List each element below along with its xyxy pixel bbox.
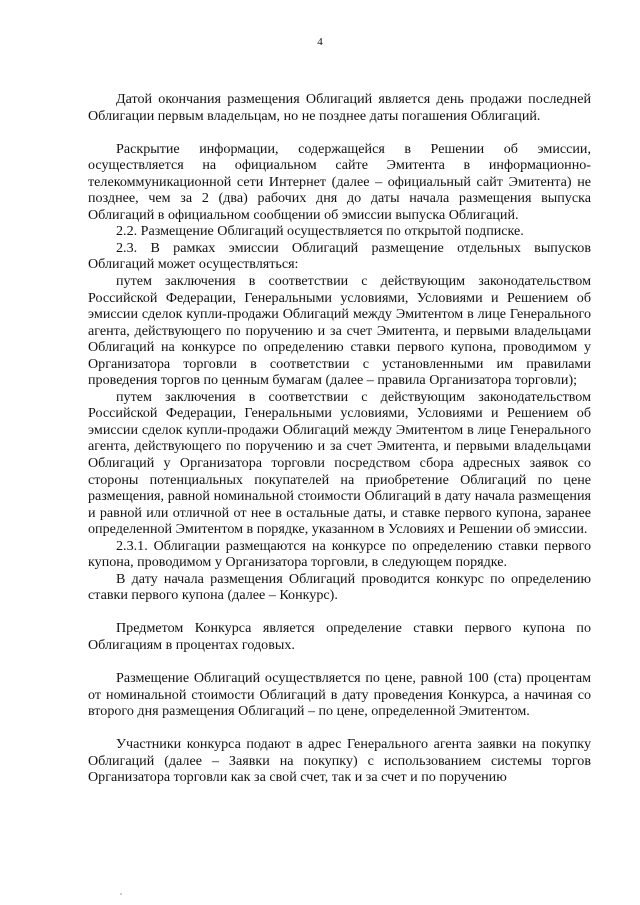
paragraph-method-auction: путем заключения в соответствии с действующим законодательством Российской Федерации, Генеральными условиями, Условиями и Решением об эмиссии сделок купли-продажи Облигаций между Эмитентом в лице Генерального агента, действующего по поручению и за счет Эмитента, и первыми владельцами Облигаций на конкурсе по определению ставки первого купона, проводимом у Организатора торговли в соответствии с установленными им правилами проведения торгов по ценным бумагам (далее – правила Организатора торговли); (88, 272, 591, 389)
paragraph-gap (88, 604, 591, 621)
paragraph-gap (88, 654, 591, 671)
paragraph-2-3: 2.3. В рамках эмиссии Облигаций размещение отдельных выпусков Облигаций может осуществляться: (88, 239, 591, 273)
paragraph-2-2: 2.2. Размещение Облигаций осуществляется по открытой подписке. (116, 223, 524, 240)
page-number: 4 (317, 36, 323, 48)
paragraph-auction-subject: Предметом Конкурса является определение ставки первого купона по Облигациям в процентах годовых. (88, 620, 591, 653)
paragraph-gap (88, 124, 591, 141)
paragraph-2-3-1: 2.3.1. Облигации размещаются на конкурсе по определению ставки первого купона, проводимом у Организатора торговли, в следующем порядке. (88, 537, 591, 571)
paragraph-auction-date: В дату начала размещения Облигаций проводится конкурс по определению ставки первого купона (далее – Конкурс). (88, 570, 591, 604)
paragraph-disclosure: Раскрытие информации, содержащейся в Решении об эмиссии, осуществляется на официальном сайте Эмитента в информационно-телекоммуникационной сети Интернет (далее – официальный сайт Эмитента) не позднее, чем за 2 (два) рабочих дня до даты начала размещения выпуска Облигаций в официальном сообщении об эмиссии выпуска Облигаций. (88, 140, 591, 223)
paragraph-method-book-building: путем заключения в соответствии с действующим законодательством Российской Федерации, Генеральными условиями, Условиями и Решением об эмиссии сделок купли-продажи Облигаций между Эмитентом в лице Генерального агента, действующего по поручению и за счет Эмитента, и первыми владельцами Облигаций у Организатора торговли посредством сбора адресных заявок со стороны потенциальных покупателей на приобретение Облигаций по цене размещения, равной номинальной стоимости Облигаций в дату начала размещения и равной или отличной от нее в остальные даты, и ставке первого купона, заранее определенной Эмитентом в порядке, указанном в Условиях и Решении об эмиссии. (88, 388, 591, 538)
scan-speck (120, 893, 122, 895)
paragraph-gap (88, 720, 591, 737)
paragraph-placement-price: Размещение Облигаций осуществляется по цене, равной 100 (ста) процентам от номинальной стоимости Облигаций в дату проведения Конкурса, а начиная со второго дня размещения Облигаций – по цене, определенной Эмитентом. (88, 670, 591, 720)
paragraph-placement-end-date: Датой окончания размещения Облигаций является день продажи последней Облигации первым владельцам, но не позднее даты погашения Облигаций. (88, 91, 591, 124)
document-body (88, 91, 591, 786)
paragraph-auction-participants: Участники конкурса подают в адрес Генерального агента заявки на покупку Облигаций (далее – Заявки на покупку) с использованием системы торгов Организатора торговли как за свой счет, так и за счет и по поручению (88, 736, 591, 786)
